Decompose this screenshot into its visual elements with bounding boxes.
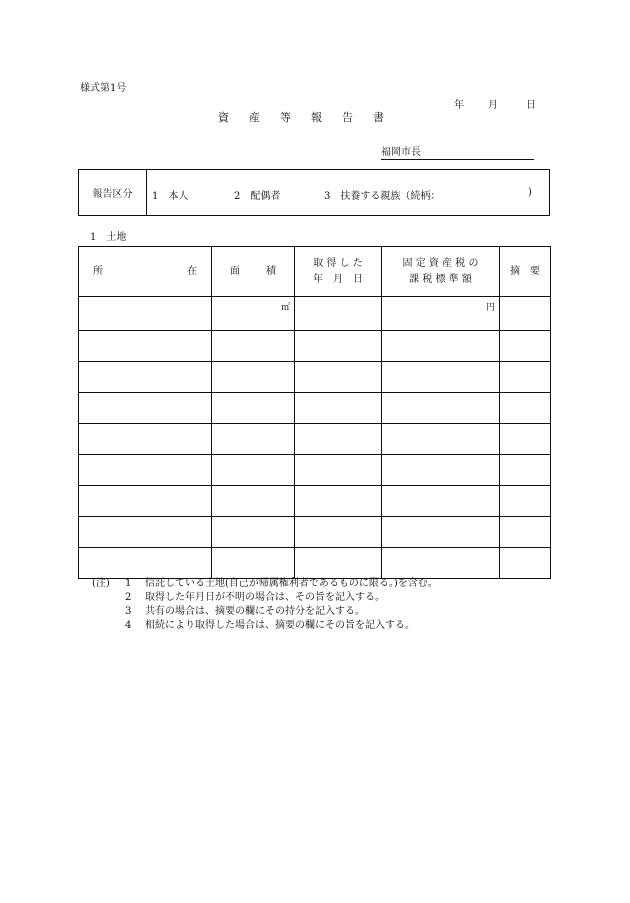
cell-location[interactable] — [79, 393, 212, 424]
note-text: 共有の場合は、摘要の欄にその持分を記入する。 — [145, 606, 365, 617]
report-category-label: 報告区分 — [79, 170, 147, 215]
table-row — [79, 393, 551, 424]
addressee: 福岡市長 — [381, 143, 534, 160]
table-row — [79, 297, 551, 331]
document-title — [218, 109, 404, 125]
form-number: 様式第1号 — [80, 83, 127, 94]
option-dependent[interactable]: 3 扶養する親族（続柄： — [324, 191, 441, 202]
note-text: 信託している土地(自己が帰属権利者であるものに限る。)を含む。 — [145, 578, 438, 589]
cell-tax-base[interactable] — [382, 486, 500, 517]
notes-prefix: (注) — [92, 578, 110, 589]
cell-area[interactable]: ㎡ — [212, 297, 295, 331]
cell-remarks[interactable] — [500, 548, 551, 579]
header-acquired-date: 取 得 し た 年 月 日 — [295, 247, 382, 297]
cell-tax-base[interactable] — [382, 455, 500, 486]
table-row — [79, 486, 551, 517]
cell-acquired-date[interactable] — [295, 455, 382, 486]
cell-acquired-date[interactable] — [295, 362, 382, 393]
title-char: 報 — [311, 111, 322, 124]
cell-tax-base[interactable] — [382, 331, 500, 362]
option-self[interactable]: 1 本人 — [152, 191, 189, 202]
cell-area[interactable] — [212, 393, 295, 424]
section-heading: 1 土地 — [90, 232, 127, 243]
land-table — [78, 246, 551, 579]
cell-acquired-date[interactable] — [295, 548, 382, 579]
option-close-paren: ) — [528, 187, 532, 198]
cell-tax-base[interactable] — [382, 393, 500, 424]
title-char: 等 — [280, 111, 291, 124]
cell-acquired-date[interactable] — [295, 393, 382, 424]
cell-tax-base[interactable] — [382, 362, 500, 393]
table-row — [79, 362, 551, 393]
cell-location[interactable] — [79, 455, 212, 486]
table-header-row — [79, 247, 551, 297]
cell-location[interactable] — [79, 486, 212, 517]
cell-location[interactable] — [79, 362, 212, 393]
table-row — [79, 517, 551, 548]
cell-acquired-date[interactable] — [295, 486, 382, 517]
date-line — [454, 96, 536, 111]
table-row — [79, 424, 551, 455]
note-text: 取得した年月日が不明の場合は、その旨を記入する。 — [145, 592, 385, 603]
cell-acquired-date[interactable] — [295, 297, 382, 331]
header-location: 所 在 — [79, 247, 212, 297]
cell-tax-base[interactable] — [382, 548, 500, 579]
cell-area[interactable] — [212, 548, 295, 579]
cell-remarks[interactable] — [500, 486, 551, 517]
table-row — [79, 548, 551, 579]
cell-remarks[interactable] — [500, 424, 551, 455]
title-char: 告 — [342, 111, 353, 124]
option-spouse[interactable]: 2 配偶者 — [234, 191, 281, 202]
cell-tax-base[interactable] — [382, 424, 500, 455]
header-tax-base: 固 定 資 産 税 の 課 税 標 準 額 — [382, 247, 500, 297]
cell-area[interactable] — [212, 331, 295, 362]
table-row — [79, 331, 551, 362]
header-area: 面 積 — [212, 247, 295, 297]
title-char: 書 — [373, 111, 384, 124]
year-label: 年 — [454, 100, 464, 111]
cell-remarks[interactable] — [500, 393, 551, 424]
table-row — [79, 455, 551, 486]
cell-location[interactable] — [79, 548, 212, 579]
cell-remarks[interactable] — [500, 362, 551, 393]
report-category-options — [152, 187, 532, 201]
cell-area[interactable] — [212, 455, 295, 486]
cell-location[interactable] — [79, 517, 212, 548]
month-label: 月 — [488, 100, 498, 111]
cell-acquired-date[interactable] — [295, 424, 382, 455]
cell-acquired-date[interactable] — [295, 331, 382, 362]
note-text: 相続により取得した場合は、摘要の欄にその旨を記入する。 — [145, 620, 415, 631]
cell-area[interactable] — [212, 362, 295, 393]
cell-remarks[interactable] — [500, 455, 551, 486]
cell-remarks[interactable] — [500, 297, 551, 331]
report-category-box — [78, 169, 550, 216]
cell-remarks[interactable] — [500, 517, 551, 548]
header-remarks: 摘 要 — [500, 247, 551, 297]
title-char: 産 — [249, 111, 260, 124]
cell-tax-base[interactable]: 円 — [382, 297, 500, 331]
cell-acquired-date[interactable] — [295, 517, 382, 548]
title-char: 資 — [218, 111, 229, 124]
cell-location[interactable] — [79, 424, 212, 455]
cell-location[interactable] — [79, 297, 212, 331]
cell-area[interactable] — [212, 424, 295, 455]
notes: (注) 1 信託している土地(自己が帰属権利者であるものに限る。)を含む。 2 取得した年月日が不明の場合は、その旨を記入する。 3 共有の場合は、摘要の欄にその持分を記入する。 4 相続により取得した場合は、摘要の欄にその旨を記入する。 — [92, 578, 438, 631]
cell-location[interactable] — [79, 331, 212, 362]
cell-tax-base[interactable] — [382, 517, 500, 548]
cell-area[interactable] — [212, 517, 295, 548]
cell-remarks[interactable] — [500, 331, 551, 362]
cell-area[interactable] — [212, 486, 295, 517]
day-label: 日 — [526, 100, 536, 111]
